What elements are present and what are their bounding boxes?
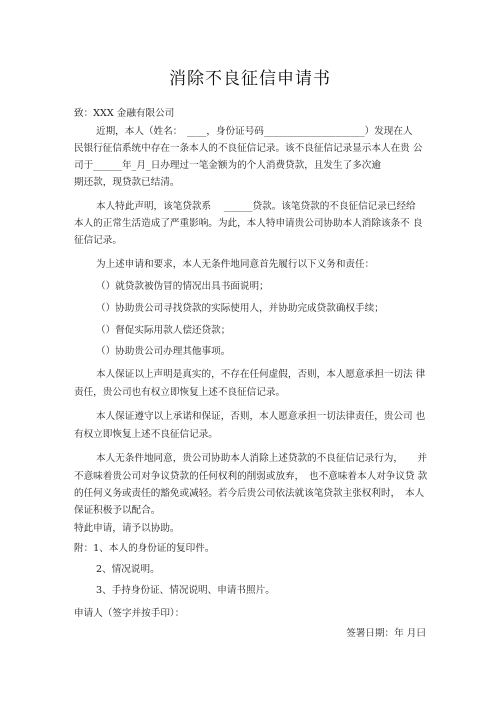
text-line: 责任，贵公司也有权立即恢复上述不良征信记录。 (74, 387, 286, 398)
text-line: 的任何义务或责任的豁免或减轻。若今后贵公司依法就该笔贷款主张权利时， 本人 (74, 488, 425, 499)
sign-date: 签署日期：年 月曰 (346, 628, 426, 639)
text-line: 为上述申请和要求，本人无条件地同意首先履行以下义务和责任： (96, 259, 375, 270)
document-title: 消除不良征信申请书 (169, 69, 331, 89)
text-line: 本人特此声明，该笔贷款系 ______贷款。该笔贷款的不良征信记录已经给 (96, 201, 416, 212)
text-line: 期还款，现贷款已结清。 (74, 177, 180, 188)
text-line: 近期，本人（姓名： ____，身份证号码_____________________）发现在人 (96, 126, 413, 137)
text-line: 有权立即恢复上述不良征信记录。 (74, 429, 218, 440)
text-line: 本人无条件地同意，贵公司协助本人消除上述贷款的不良征信记录行为， 并 (96, 453, 427, 464)
attachment-line: 附：1、本人的身份证的复印件。 (74, 543, 215, 554)
text-line: 民银行征信系统中存在一条本人的不良征信记录。该不良征信记录显示本人在贵 公 (74, 143, 423, 154)
list-item: （）协助贵公司办理其他事项。 (96, 346, 231, 357)
text-line: 不意味着贵公司对争议贷款的任何权利的削弱或放弃， 也不意味着本人对争议贷 款 (74, 471, 428, 482)
text-line: 本人保证以上声明是真实的，不存在任何虚假，否则，本人愿意承担一切法 律 (96, 369, 426, 380)
recipient-line: 致：XXX 金融有限公司 (74, 108, 175, 119)
applicant-line: 申请人（签字并按手印）： (74, 608, 185, 619)
text-line: 特此申请，请予以协助。 (74, 523, 180, 534)
list-item: （）督促实际用款人偿还贷款； (96, 325, 231, 336)
attachment-line: 3、手持身份证、情况说明、申请书照片。 (96, 585, 275, 596)
text-line: 本人保证遵守以上承诺和保证，否则，本人愿意承担一切法律责任，贵公司 也 (96, 411, 426, 422)
text-line: 保证积极予以配合。 (74, 505, 161, 516)
text-line: 本人的正常生活造成了严重影响。为此，本人特申请贵公司协助本人消除该条不 良 (74, 218, 423, 229)
attachment-line: 2、情况说明。 (96, 564, 160, 575)
text-line: 征信记录。 (74, 235, 122, 246)
text-line: 司于______年_月_日办理过一笔金额为的个人消费贷款，且发生了多次逾 (74, 160, 381, 171)
list-item: （）协助贵公司寻找贷款的实际使用人，并协助完成贷款确权手续； (96, 303, 384, 314)
list-item: （）就贷款被伪冒的情况出具书面说明； (96, 281, 269, 292)
